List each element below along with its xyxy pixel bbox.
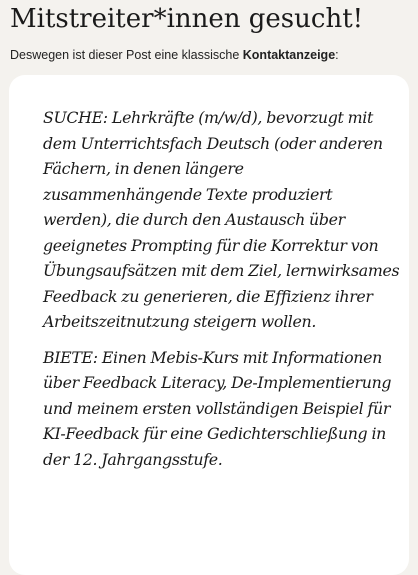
ad-offer-paragraph: BIETE: Einen Mebis-Kurs mit Informationen über Feedback Literacy, De-Implementierung und meinem ersten vollständigen Beispiel für KI-Feedback für eine Gedichterschließung in der 12. Jahrgangsstufe. bbox=[43, 347, 392, 469]
intro-text-start: Deswegen ist dieser Post eine klassische bbox=[10, 48, 243, 62]
intro-text bbox=[10, 47, 339, 63]
page-title: Mitstreiter*innen gesucht! bbox=[10, 4, 364, 34]
contact-ad-card bbox=[9, 75, 409, 575]
intro-text-end: : bbox=[335, 48, 339, 62]
intro-bold-keyword: Kontaktanzeige bbox=[242, 48, 336, 62]
ad-search-paragraph: SUCHE: Lehrkräfte (m/w/d), bevorzugt mit dem Unterrichtsfach Deutsch (oder anderen Fächern, in denen längere zusammenhängende Texte produziert werden), die durch den Austausch über geeignetes Prompting für die Korrektur von Übungsaufsätzen mit dem Ziel, lernwirksames Feedback zu generieren, die Effizienz ihrer Arbeitszeitnutzung steigern wollen. bbox=[43, 108, 400, 331]
